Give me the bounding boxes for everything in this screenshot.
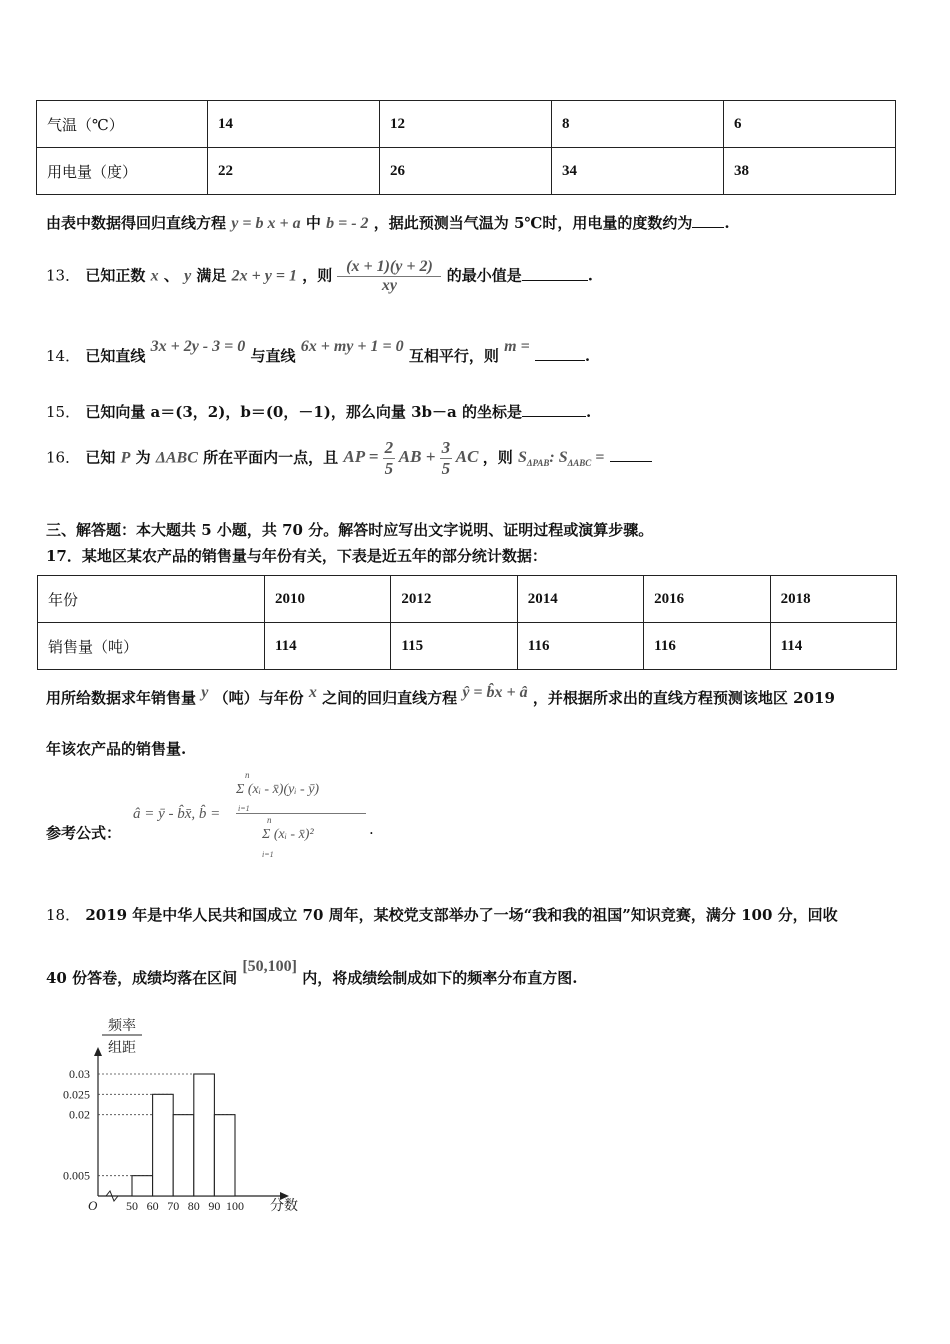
table-cell: 115 — [391, 623, 517, 670]
x-tick-label: 50 — [126, 1199, 138, 1213]
table-row — [37, 148, 896, 195]
regression-equation: ŷ = b̂x + â — [462, 684, 528, 701]
table-cell: 8 — [552, 101, 724, 148]
table-cell: 2014 — [517, 576, 643, 623]
formula-end: . — [369, 820, 374, 838]
section-heading: 三、解答题：本大题共 5 小题，共 70 分。解答时应写出文字说明、证明过程或演算步骤。 — [46, 521, 654, 539]
line-equation-2: 6x + my + 1 = 0 — [300, 338, 404, 355]
table-cell: 14 — [208, 101, 380, 148]
temperature-power-table — [36, 100, 896, 195]
table-cell: 114 — [770, 623, 896, 670]
answer-blank — [692, 213, 724, 228]
x-axis-label: 分数 — [270, 1199, 298, 1214]
reference-formula: 参考公式： — [46, 824, 122, 842]
table-cell: 26 — [380, 148, 552, 195]
table-cell: 2016 — [644, 576, 770, 623]
table-cell: 116 — [517, 623, 643, 670]
y-tick-label: 0.02 — [69, 1107, 90, 1122]
slope-value: b = - 2 — [326, 215, 369, 232]
table-cell: 34 — [552, 148, 724, 195]
histogram-bar — [214, 1115, 235, 1196]
table-cell: 2018 — [770, 576, 896, 623]
table-cell: 12 — [380, 101, 552, 148]
y-tick-label: 0.03 — [69, 1067, 90, 1081]
histogram-bar — [173, 1115, 194, 1196]
answer-blank — [535, 346, 585, 361]
question-18: 18． 2019 年是中华人民共和国成立 70 周年，某校党支部举办了一场“我和我的祖国”知识竞赛，满分 100 分，回收 — [46, 906, 838, 924]
table-cell: 116 — [644, 623, 770, 670]
question-14: 14． 已知直线 3x + 2y - 3 = 0 与直线 6x + my + 1 = 0 互相平行，则 m = . — [46, 338, 591, 365]
formula-sum-i-top: i=1 — [238, 804, 250, 813]
y-tick-label: 0.025 — [63, 1087, 90, 1102]
formula-denominator: Σ (xᵢ - x̄)² — [262, 827, 314, 842]
table-row-label: 年份 — [38, 576, 265, 623]
question-17-line2: 年该农产品的销售量. — [46, 740, 187, 758]
table-row — [38, 576, 897, 623]
score-interval: [50,100] — [242, 958, 297, 975]
fraction-expression: $\frac{(x + 1)(y + 2)}{xy}$ — [337, 258, 441, 295]
question-number: 14． — [46, 347, 81, 365]
table-row-label: 销售量（吨） — [38, 623, 265, 670]
x-tick-label: 80 — [187, 1199, 200, 1213]
formula-sum-i-bot: i=1 — [262, 850, 274, 859]
question-number: 16． — [46, 448, 81, 467]
y-axis-label-top: 频率 — [108, 1019, 136, 1034]
vector-equation: AP = $\frac{2}{5}$ AB + $\frac{3}{5}$ AC — [343, 438, 479, 478]
fraction-bar — [236, 813, 366, 814]
y-tick-label: 0.005 — [63, 1168, 90, 1183]
origin-label: O — [88, 1198, 98, 1213]
table-row — [38, 623, 897, 670]
question-number: 15． — [46, 403, 81, 421]
question-18-line2: 40 份答卷，成绩均落在区间 [50,100] 内，将成绩绘制成如下的频率分布直方图. — [46, 958, 578, 987]
x-tick-label: 90 — [208, 1199, 221, 1213]
table-cell: 2012 — [391, 576, 517, 623]
table-cell: 114 — [265, 623, 391, 670]
area-ratio: $S_{\Delta PAB}$: $S_{\Delta ABC}$ = — [517, 449, 605, 469]
frequency-histogram — [40, 1010, 320, 1220]
formula-sum-n-top: n — [245, 770, 250, 780]
x-tick-label: 100 — [226, 1199, 244, 1213]
question-17-text: 用所给数据求年销售量 y （吨）与年份 x 之间的回归直线方程 ŷ = b̂x + â ，并根据所求出的直线方程预测该地区 2019 — [46, 684, 835, 707]
regression-equation: y = b x + a — [231, 215, 301, 232]
question-17-intro: 17．某地区某农产品的销售量与年份有关，下表是近五年的部分统计数据： — [46, 547, 547, 565]
question-number: 18． — [46, 906, 81, 924]
table-row-label: 气温（℃） — [37, 101, 208, 148]
formula-a: â = ȳ - b̂x̄, b̂ = — [133, 806, 221, 822]
histogram-bar — [194, 1074, 215, 1196]
question-15: 15． 已知向量 a＝(3，2)，b＝(0，－1)，那么向量 3b－a 的坐标是 . — [46, 403, 592, 421]
q12-text: 由表中数据得回归直线方程 y = b x + a 中 b = - 2 ，据此预测当气温为 5℃时，用电量的度数约为 . — [46, 214, 730, 232]
table-row — [37, 101, 896, 148]
constraint-equation: 2x + y = 1 — [231, 267, 297, 285]
y-axis-label-bottom: 组距 — [108, 1041, 136, 1056]
table-cell: 22 — [208, 148, 380, 195]
y-axis-arrow — [94, 1047, 102, 1056]
question-16: 16． 已知 P 为 ΔABC 所在平面内一点，且 AP = $\frac{2}{5}$ AB + $\frac{3}{5}$ AC ，则 $S_{\Delta PAB}$: $S_{\Delta ABC}$ = — [46, 438, 652, 479]
formula-sum-n-bot: n — [267, 815, 272, 825]
table-cell: 38 — [724, 148, 896, 195]
question-13: 13． 已知正数 x 、 y 满足 2x + y = 1 ，则 $\frac{(x + 1)(y + 2)}{xy}$ 的最小值是 . — [46, 258, 593, 294]
answer-blank — [522, 402, 586, 417]
x-tick-label: 60 — [146, 1199, 159, 1213]
formula-numerator: Σ (xᵢ - x̄)(yᵢ - ȳ) — [236, 782, 320, 797]
table-cell: 2010 — [265, 576, 391, 623]
line-equation-1: 3x + 2y - 3 = 0 — [150, 338, 246, 355]
sales-table — [37, 575, 897, 670]
answer-blank — [522, 266, 588, 281]
answer-blank — [610, 447, 652, 462]
histogram-bar — [132, 1176, 153, 1196]
question-number: 13． — [46, 266, 81, 285]
histogram-bar — [153, 1094, 174, 1196]
table-cell: 6 — [724, 101, 896, 148]
x-tick-label: 70 — [167, 1199, 180, 1213]
table-row-label: 用电量（度） — [37, 148, 208, 195]
